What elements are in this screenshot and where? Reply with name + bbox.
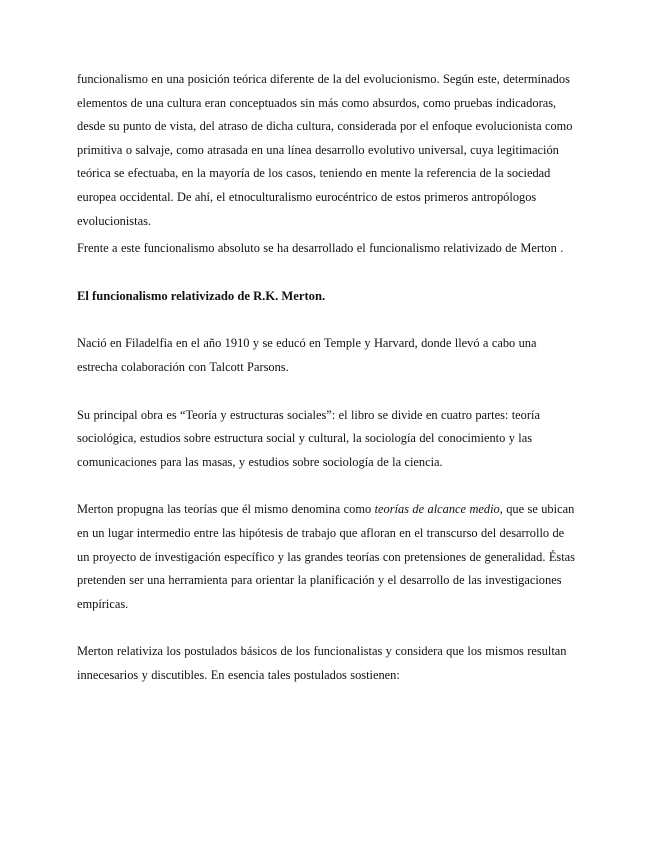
paragraph-biografia: Nació en Filadelfia en el año 1910 y se educó en Temple y Harvard, donde llevó a cabo una estrecha colaboración con Talcott Parsons. [77, 336, 537, 374]
spacer [77, 308, 575, 332]
spacer [77, 380, 575, 404]
section-heading: El funcionalismo relativizado de R.K. Merton. [77, 288, 326, 303]
italic-term: teorías de alcance medio [374, 502, 500, 517]
paragraph-postulados: Merton relativiza los postulados básicos de los funcionalistas y considera que los mismos resultan innecesarios y discutibles. En esencia tales postulados sostienen: [77, 644, 567, 682]
paragraph-evolucionismo: funcionalismo en una posición teórica diferente de la del evolucionismo. Según este, determinados elementos de una cultura eran conceptuados sin más como absurdos, como pruebas indicadoras, desde su punto de vista, del atraso de dicha cultura, considerada por el enfoque evolucionista como primitiva o salvaje, como atrasada en una línea desarrollo evolutivo universal, cuya legitimación teórica se efectuaba, en la mayoría de los casos, teniendo en mente la referencia de la sociedad europea occidental. De ahí, el etnoculturalismo eurocéntrico de estos primeros antropólogos evolucionistas. [77, 72, 573, 228]
paragraph-text: , que se ubican en un lugar intermedio entre las hipótesis de trabajo que afloran en el transcurso del desarrollo de un proyecto de investigación específico y las grandes teorías con pretensiones de generalidad. Éstas pretenden ser una herramienta para orientar la planificación y el desarrollo de las investigaciones empíricas. [77, 502, 575, 611]
paragraph-frente-funcionalismo: Frente a este funcionalismo absoluto se ha desarrollado el funcionalismo relativizado de Merton . [77, 241, 564, 256]
paragraph-teorias-alcance-medio [77, 498, 575, 616]
spacer [77, 616, 575, 640]
document-page [77, 68, 575, 687]
spacer [77, 261, 575, 285]
spacer [77, 474, 575, 498]
paragraph-obra-principal: Su principal obra es “Teoría y estructuras sociales”: el libro se divide en cuatro partes: teoría sociológica, estudios sobre estructura social y cultural, la sociología del conocimiento y las comunicaciones para las masas, y estudios sobre sociología de la ciencia. [77, 407, 540, 469]
paragraph-text: Merton propugna las teorías que él mismo denomina como [77, 502, 375, 517]
